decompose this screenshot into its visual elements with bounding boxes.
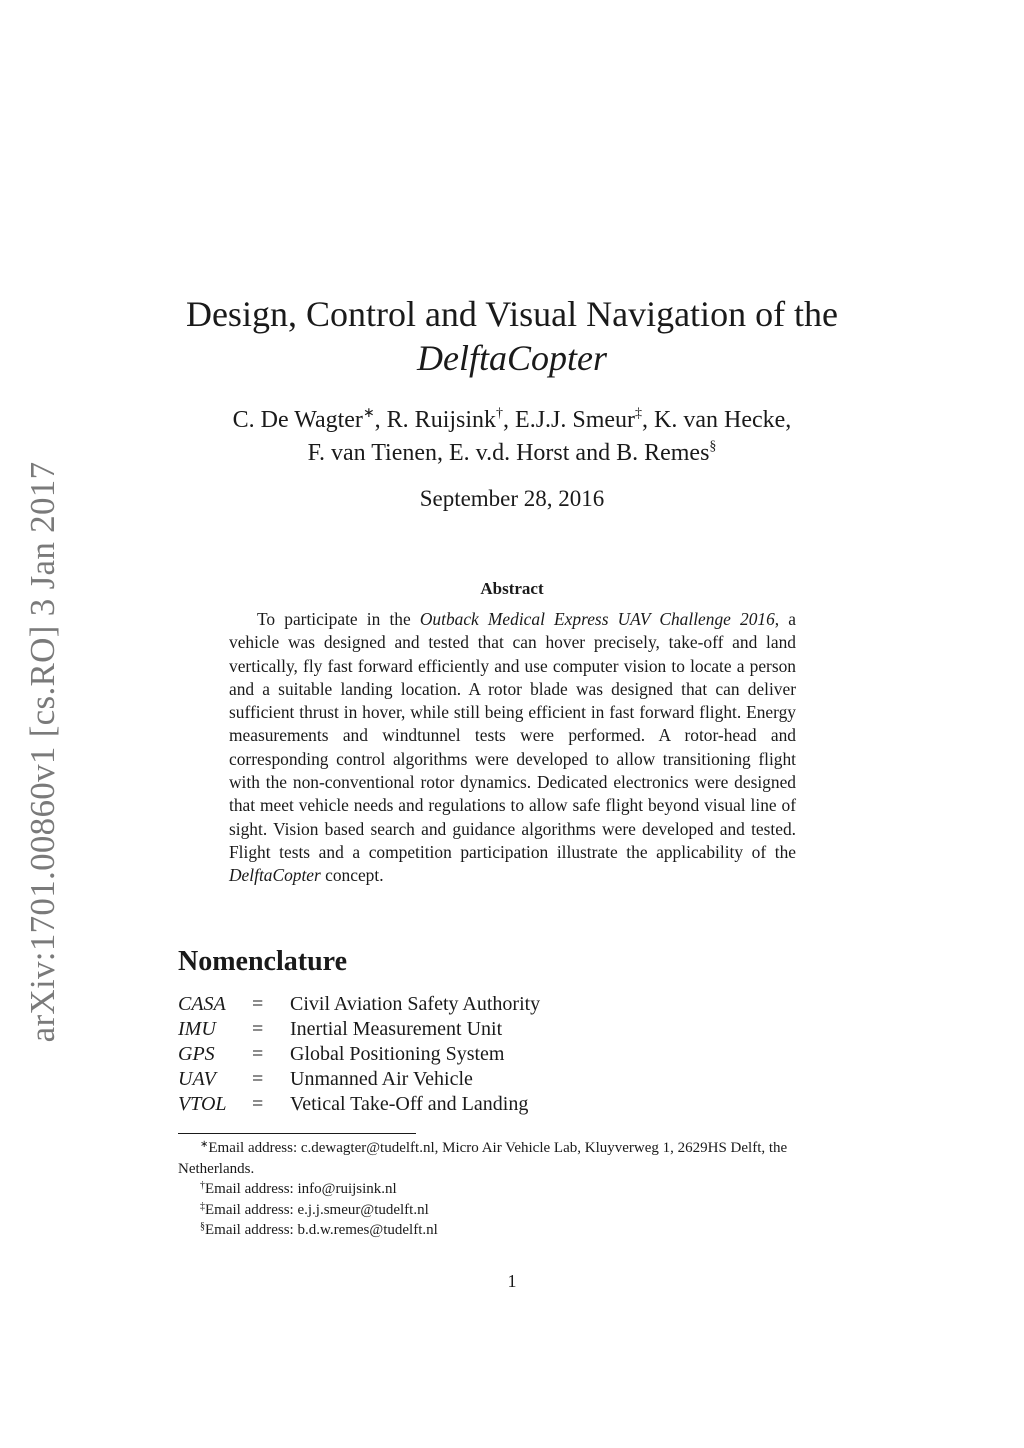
nomenclature-row [178, 1017, 540, 1042]
nomenclature-meaning: Vetical Take-Off and Landing [290, 1093, 529, 1115]
nomenclature-abbr: CASA [178, 993, 226, 1015]
nomenclature-abbr: UAV [178, 1068, 216, 1090]
nomenclature-equals: = [252, 993, 264, 1015]
footnote-mark: ∗ [200, 1139, 209, 1150]
footnote-mark: ‡ [200, 1200, 205, 1212]
nomenclature-row [178, 1042, 540, 1067]
abstract-text: , a vehicle was designed and tested that can hover precisely, take-off and land vertically, fly fast forward efficiently and use computer vision to locate a person and a suitable landing location. A rotor blade was designed that can deliver sufficient thrust in hover, while still being efficient in fast forward flight. Energy measurements and windtunnel tests were performed. A rotor-head and corresponding control algorithms were developed to allow transitioning flight with the non-conventional rotor dynamics. Dedicated electronics were designed that meet vehicle needs and regulations to allow safe flight beyond visual line of sight. Vision based search and guidance algorithms were developed and tested. Flight tests and a competition participation illustrate the applicability of the [229, 609, 797, 862]
footnote-text: Email address: e.j.j.smeur@tudelft.nl [205, 1201, 429, 1218]
abstract-body [229, 608, 796, 888]
abstract-challenge-name: Outback Medical Express UAV Challenge 2016 [419, 609, 775, 629]
footnote-text: Email address: b.d.w.remes@tudelft.nl [205, 1222, 438, 1238]
author-name: K. van Hecke, [654, 407, 792, 433]
nomenclature-row [178, 992, 540, 1017]
author-list [0, 404, 1024, 470]
nomenclature-abbr: VTOL [178, 1093, 227, 1115]
nomenclature-heading: Nomenclature [178, 946, 347, 977]
footnote-mark: ‡ [635, 406, 643, 421]
footnote-3 [178, 1200, 848, 1221]
nomenclature-meaning: Civil Aviation Safety Authority [290, 993, 541, 1015]
abstract-text: To participate in the [257, 609, 420, 629]
nomenclature-row [178, 1092, 540, 1117]
nomenclature-equals: = [252, 1068, 264, 1090]
arxiv-stamp: arXiv:1701.00860v1 [cs.RO] 3 Jan 2017 [23, 461, 62, 1043]
footnote-mark: ∗ [362, 406, 375, 421]
nomenclature-list [178, 992, 540, 1117]
abstract-text: concept. [320, 865, 384, 886]
footnote-mark: † [200, 1180, 205, 1191]
footnote-1 [178, 1138, 848, 1179]
footnote-mark: † [496, 406, 504, 421]
abstract-vehicle-name: DelftaCopter [229, 865, 321, 886]
nomenclature-abbr: GPS [178, 1043, 215, 1065]
author-names: F. van Tienen, E. v.d. Horst and B. Remes [307, 440, 710, 466]
author-name: R. Ruijsink [386, 407, 497, 433]
author-line-1: C. De Wagter∗, R. Ruijsink†, E.J.J. Smeur‡, K. van Hecke, [232, 406, 792, 433]
footnote-mark: § [709, 439, 717, 454]
nomenclature-meaning: Unmanned Air Vehicle [290, 1068, 473, 1090]
paper-title [0, 292, 1024, 380]
nomenclature-equals: = [252, 1018, 264, 1040]
footnote-text: Email address: info@ruijsink.nl [205, 1181, 397, 1197]
nomenclature-meaning: Global Positioning System [290, 1043, 505, 1065]
nomenclature-abbr: IMU [178, 1018, 216, 1040]
footnote-mark: § [200, 1221, 205, 1232]
publication-date: September 28, 2016 [419, 486, 605, 511]
title-line-2: DelftaCopter [417, 338, 607, 378]
author-name: C. De Wagter [232, 407, 363, 433]
footnote-4 [178, 1220, 848, 1241]
nomenclature-equals: = [252, 1093, 264, 1115]
nomenclature-row [178, 1067, 540, 1092]
author-name: E.J.J. Smeur [515, 407, 636, 433]
nomenclature-meaning: Inertial Measurement Unit [290, 1018, 503, 1040]
footnote-text: Email address: c.dewagter@tudelft.nl, Micro Air Vehicle Lab, Kluyverweg 1, 2629HS Delft, the Netherlands. [178, 1140, 788, 1177]
footnotes [178, 1138, 848, 1241]
page-number: 1 [507, 1271, 517, 1291]
author-line-2 [0, 437, 1024, 470]
footnote-divider [178, 1133, 416, 1134]
footnote-2 [178, 1179, 848, 1200]
abstract-heading: Abstract [480, 579, 544, 598]
nomenclature-equals: = [252, 1043, 264, 1065]
title-line-1: Design, Control and Visual Navigation of the [185, 294, 839, 334]
